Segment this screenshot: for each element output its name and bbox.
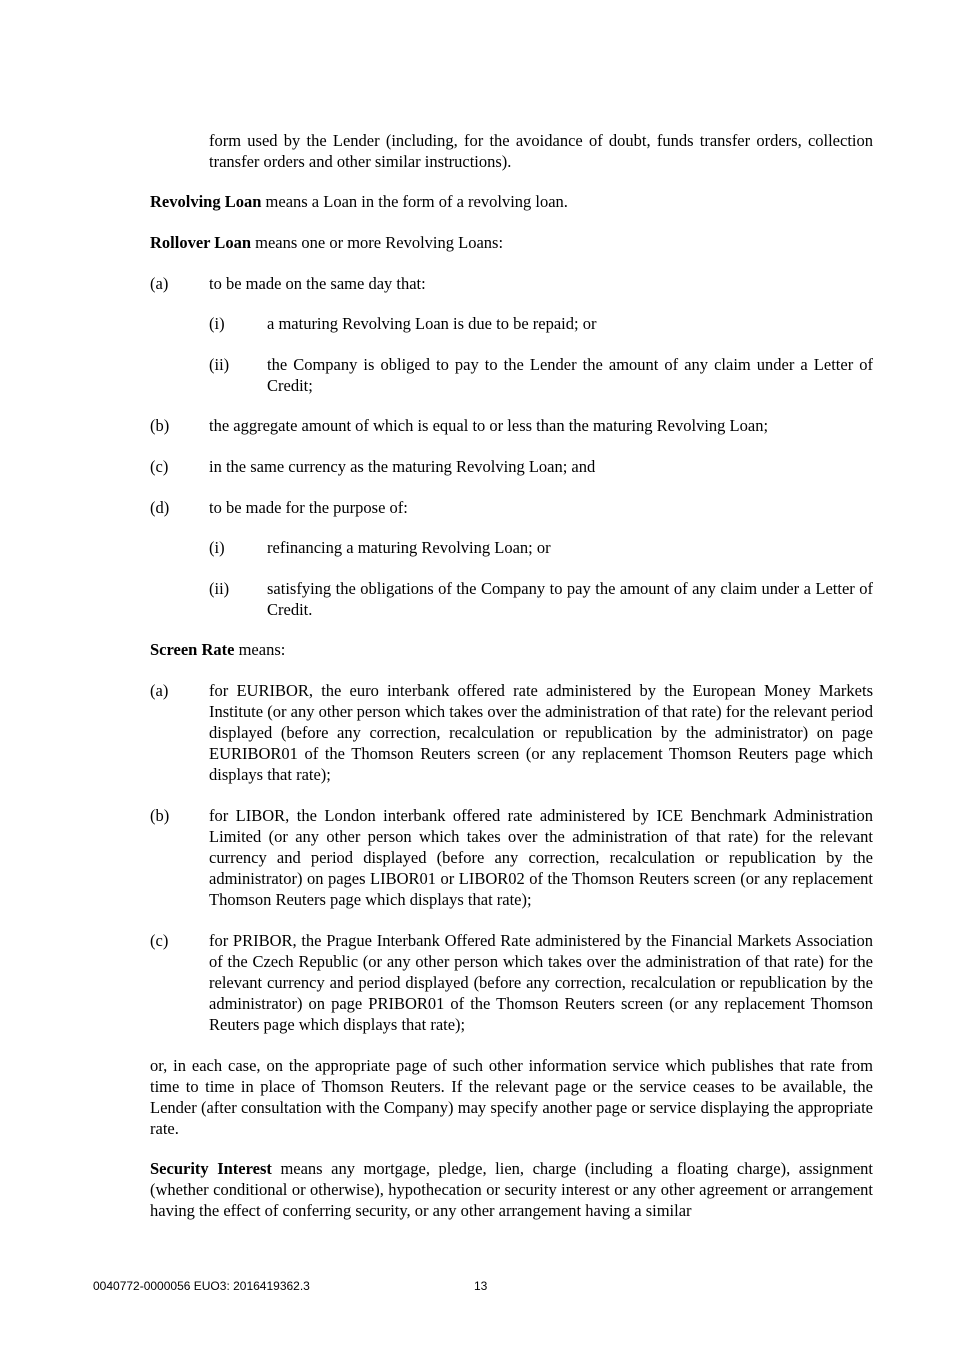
screen-rate-closing-paragraph: or, in each case, on the appropriate page of such other information service which publishes that rate from time to time in place of Thomson Reuters. If the relevant page or the service ceases to be available, the Lender (after consultation with the Company) may specify another page or service displaying the appropriate rate. xyxy=(150,1056,873,1138)
list-number: (c) xyxy=(150,457,169,476)
list-number: (i) xyxy=(209,314,225,333)
definition-text: means a Loan in the form of a revolving loan. xyxy=(261,192,568,211)
list-number: (c) xyxy=(150,931,169,950)
list-text: for LIBOR, the London interbank offered rate administered by ICE Benchmark Administration Limited (or any other person which takes over the administration of that rate) for the relevant currency and period displayed (before any correction, recalculation or republication by the administrator) on pages LIBOR01 or LIBOR02 of the Thomson Reuters screen (or any replacement Thomson Reuters page which displays that rate); xyxy=(209,806,873,909)
defined-term: Screen Rate xyxy=(150,640,235,659)
definition-text: means any mortgage, pledge, lien, charge (including a floating charge), assignment (whether conditional or otherwise), hypothecation or security interest or any other agreement or arrangement having the effect of conferring security, or any other arrangement having a similar xyxy=(150,1159,873,1220)
footer-page-number: 13 xyxy=(474,1279,488,1293)
list-number: (ii) xyxy=(209,579,230,598)
list-number: (b) xyxy=(150,806,170,825)
list-text: the aggregate amount of which is equal to or less than the maturing Revolving Loan; xyxy=(209,416,769,435)
defined-term: Revolving Loan xyxy=(150,192,262,211)
list-text: in the same currency as the maturing Revolving Loan; and xyxy=(209,457,596,476)
list-text: to be made for the purpose of: xyxy=(209,498,408,517)
defined-term: Rollover Loan xyxy=(150,233,251,252)
list-number: (a) xyxy=(150,681,169,700)
list-text: for EURIBOR, the euro interbank offered rate administered by the European Money Markets Institute (or any other person which takes over the administration of that rate) for the relevant period displayed (before any correction, recalculation or republication by the administrator) on page EURIBOR01 of the Thomson Reuters screen (or any replacement Thomson Reuters page which displays that rate); xyxy=(209,681,873,784)
footer-document-reference: 0040772-0000056 EUO3: 2016419362.3 xyxy=(93,1279,310,1293)
list-number: (d) xyxy=(150,498,170,517)
defined-term: Security Interest xyxy=(150,1159,272,1178)
definition-text: means: xyxy=(234,640,286,659)
list-number: (a) xyxy=(150,274,169,293)
continuation-paragraph: form used by the Lender (including, for the avoidance of doubt, funds transfer orders, collection transfer orders and other similar instructions). xyxy=(209,131,873,171)
definition-rollover-loan xyxy=(150,232,873,253)
list-text: to be made on the same day that: xyxy=(209,274,426,293)
definition-security-interest xyxy=(150,1158,873,1221)
definition-revolving-loan xyxy=(150,191,873,212)
list-number: (b) xyxy=(150,416,170,435)
definition-screen-rate xyxy=(150,639,873,660)
list-text: refinancing a maturing Revolving Loan; or xyxy=(267,538,551,557)
list-text: a maturing Revolving Loan is due to be repaid; or xyxy=(267,314,597,333)
list-number: (ii) xyxy=(209,355,230,374)
list-number: (i) xyxy=(209,538,225,557)
list-text: satisfying the obligations of the Company to pay the amount of any claim under a Letter of Credit. xyxy=(267,579,873,619)
list-text: for PRIBOR, the Prague Interbank Offered Rate administered by the Financial Markets Association of the Czech Republic (or any other person which takes over the administration of that rate) for the relevant currency and period displayed (before any correction, recalculation or republication by the administrator) on page PRIBOR01 of the Thomson Reuters screen (or any replacement Thomson Reuters page which displays that rate); xyxy=(209,931,873,1034)
definition-text: means one or more Revolving Loans: xyxy=(251,233,504,252)
list-text: the Company is obliged to pay to the Lender the amount of any claim under a Letter of Credit; xyxy=(267,355,873,395)
